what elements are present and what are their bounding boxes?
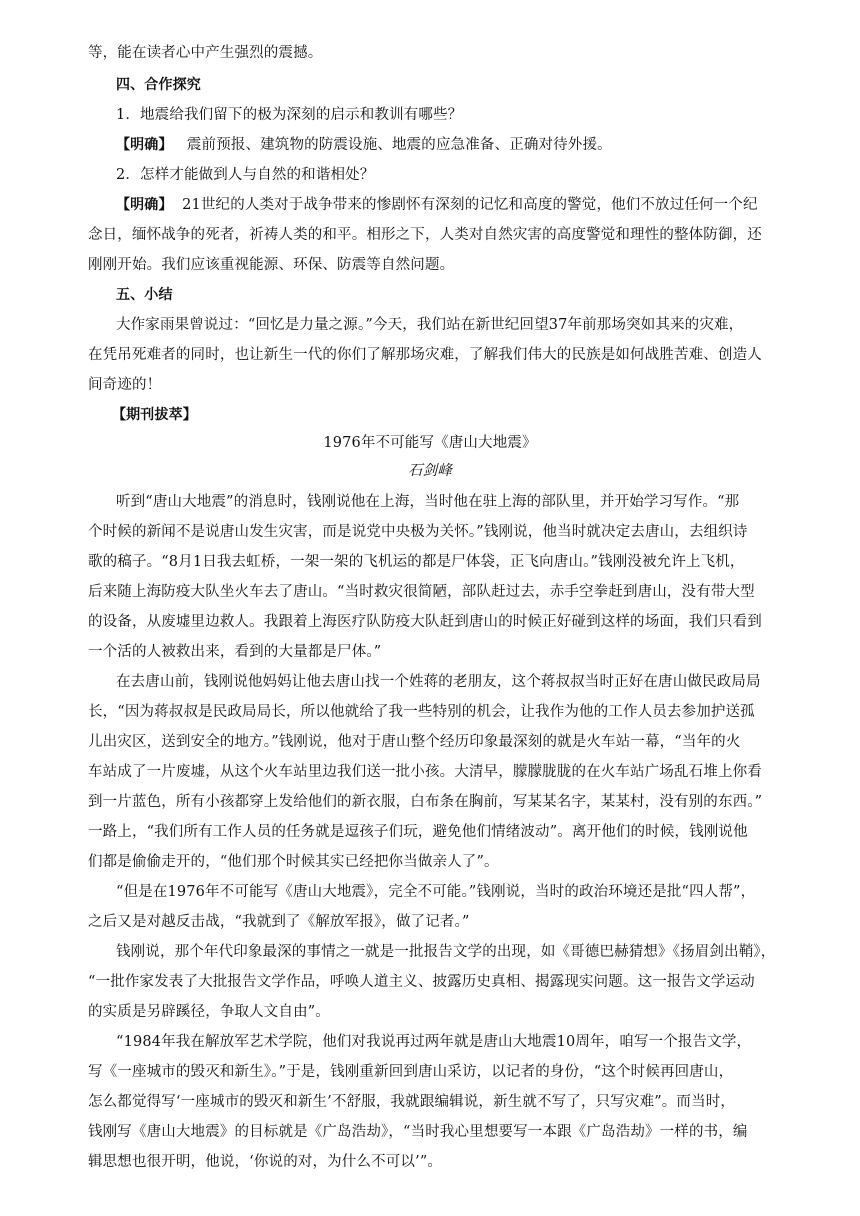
paragraph-line: “一批作家发表了大批报告文学作品，呼唤人道主义、披露历史真相、揭露现实问题。这一报告文学运动 [88, 974, 755, 990]
paragraph-line: 歌的稿子。“8月1日我去虹桥，一架一架的飞机运的都是尸体袋，正飞向唐山。”钱刚没被允许上飞机， [88, 554, 745, 570]
paragraph-line: 的实质是另辟蹊径，争取人文自由”。 [88, 1004, 330, 1020]
excerpt-label: 【期刊拔萃】 [112, 407, 197, 423]
summary-line-3: 间奇迹的！ [88, 377, 162, 393]
paragraph-line: 车站成了一片废墟，从这个火车站里边我们送一批小孩。大清早，朦朦胧胧的在火车站广场乱石堆上你看 [88, 764, 762, 780]
article-title: 1976年不可能写《唐山大地震》 [323, 435, 537, 451]
section-heading-summary: 五、小结 [116, 287, 173, 303]
paragraph-line: “但是在1976年不可能写《唐山大地震》，完全不可能。”钱刚说，当时的政治环境还是批“四人帮”， [116, 884, 756, 900]
answer-1-text: 震前预报、建筑物的防震设施、地震的应急准备、正确对待外援。 [186, 137, 612, 153]
paragraph-line: 后来随上海防疫大队坐火车去了唐山。“当时救灾很简陋，部队赶过去，赤手空拳赶到唐山，没有带大型 [88, 584, 755, 600]
answer-2-line-3: 刚刚开始。我们应该重视能源、环保、防震等自然问题。 [88, 257, 455, 273]
answer-1 [116, 135, 788, 155]
paragraph-line: 长，“因为蒋叔叔是民政局局长，所以他就给了我一些特别的机会，让我作为他的工作人员去参加护送孤 [88, 704, 755, 720]
paragraph-line: 一个活的人被救出来，看到的大量都是尸体。” [88, 644, 382, 660]
section-heading-cooperative-inquiry: 四、合作探究 [116, 77, 201, 93]
paragraph-line: 的设备，从废墟里边救人。我跟着上海医疗队防疫大队赶到唐山的时候正好碰到这样的场面，我们只看到 [88, 614, 762, 630]
paragraph-line: “1984年我在解放军艺术学院，他们对我说再过两年就是唐山大地震10周年，咱写一个报告文学， [116, 1034, 752, 1050]
paragraph-line: 一路上，“我们所有工作人员的任务就是逗孩子们玩，避免他们情绪波动”。离开他们的时候，钱刚说他 [88, 824, 748, 840]
paragraph-line: 辑思想也很开明，他说，‘你说的对，为什么不可以’”。 [88, 1154, 443, 1170]
paragraph-line: 钱刚说，那个年代印象最深的事情之一就是一批报告文学的出现，如《哥德巴赫猜想》《扬眉剑出鞘》， [116, 944, 776, 960]
summary-line-1: 大作家雨果曾说过：“回忆是力量之源。”今天，我们站在新世纪回望37年前那场突如其来的灾难， [116, 317, 744, 333]
paragraph-line: 写《一座城市的毁灭和新生》。”于是，钱刚重新回到唐山采访，以记者的身份，“这个时候再回唐山， [88, 1064, 734, 1080]
paragraph-line: 个时候的新闻不是说唐山发生灾害，而是说党中央极为关怀。”钱刚说，他当时就决定去唐山，去组织诗 [88, 524, 748, 540]
answer-tag: 【明确】 [116, 137, 173, 153]
answer-2-text: 21世纪的人类对于战争带来的惨剧怀有深刻的记忆和高度的警觉，他们不放过任何一个纪 [182, 197, 758, 213]
paragraph-line: 到一片蓝色，所有小孩都穿上发给他们的新衣服，白布条在胸前，写某某名字，某某村，没有别的东西。” [88, 794, 763, 810]
question-2: 2．怎样才能做到人与自然的和谐相处？ [116, 167, 375, 183]
paragraph-line: 们都是偷偷走开的，“他们那个时候其实已经把你当做亲人了”。 [88, 854, 499, 870]
paragraph-line: 钱刚写《唐山大地震》的目标就是《广岛浩劫》，“当时我心里想要写一本跟《广岛浩劫》一样的书，编 [88, 1124, 748, 1140]
summary-line-2: 在凭吊死难者的同时，也让新生一代的你们了解那场灾难，了解我们伟大的民族是如何战胜苦难、创造人 [88, 347, 762, 363]
answer-2-line-1 [116, 195, 788, 215]
answer-tag: 【明确】 [116, 197, 173, 213]
answer-2-line-2: 念日，缅怀战争的死者，祈祷人类的和平。相形之下，人类对自然灾害的高度警觉和理性的整体防御，还 [88, 227, 762, 243]
paragraph-line: 在去唐山前，钱刚说他妈妈让他去唐山找一个姓蒋的老朋友，这个蒋叔叔当时正好在唐山做民政局局 [116, 674, 761, 690]
continued-text-line: 等，能在读者心中产生强烈的震撼。 [88, 45, 323, 61]
paragraph-line: 之后又是对越反击战，“我就到了《解放军报》，做了记者。” [88, 914, 470, 930]
question-1: 1．地震给我们留下的极为深刻的启示和教训有哪些？ [116, 107, 463, 123]
article-author: 石剑峰 [408, 463, 452, 479]
paragraph-line: 怎么都觉得写‘一座城市的毁灭和新生’不舒服，我就跟编辑说，新生就不写了，只写灾难”。而当时， [88, 1094, 736, 1110]
paragraph-line: 儿出灾区，送到安全的地方。”钱刚说，他对于唐山整个经历印象最深刻的就是火车站一幕，“当年的火 [88, 734, 741, 750]
paragraph-line: 听到“唐山大地震”的消息时，钱刚说他在上海，当时他在驻上海的部队里，并开始学习写作。“那 [116, 494, 740, 510]
